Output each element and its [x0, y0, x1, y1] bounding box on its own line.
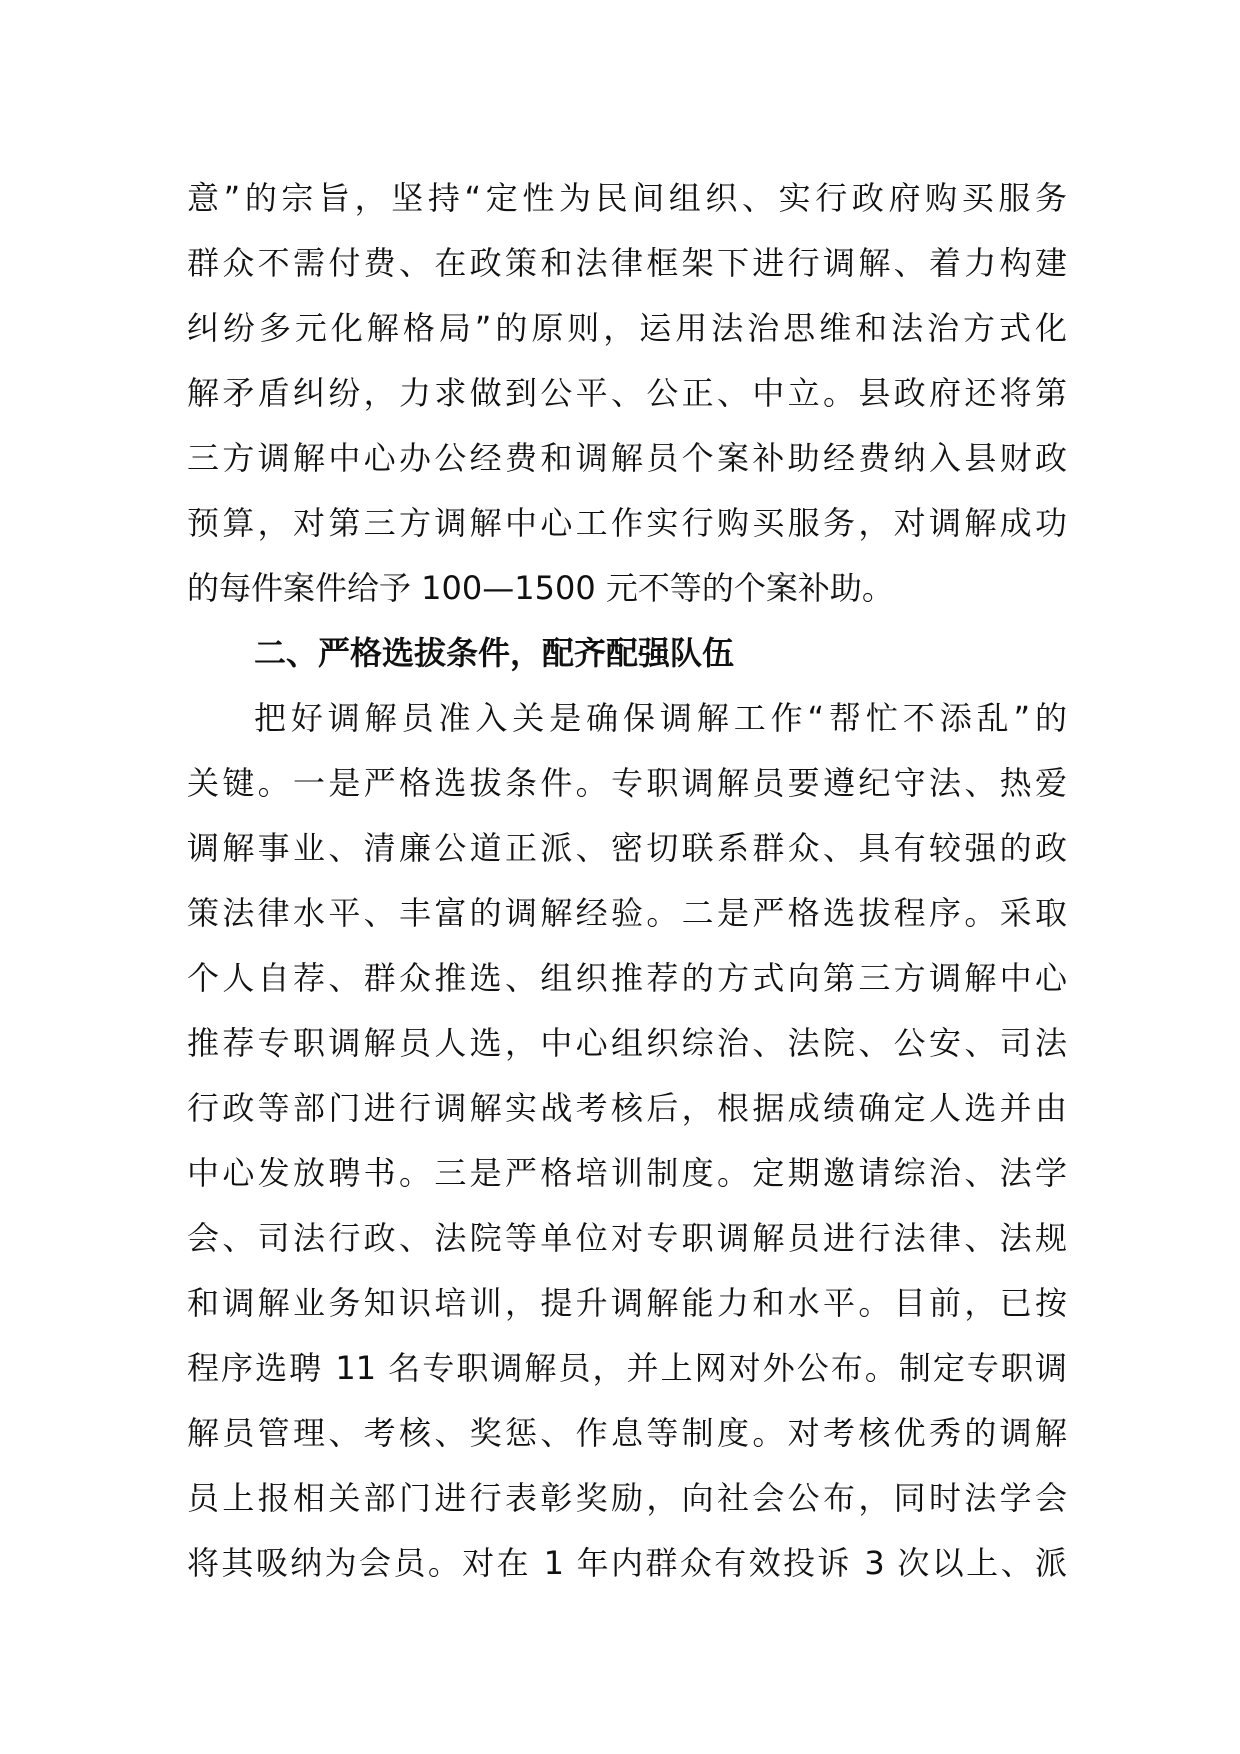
paragraph-line: 三方调解中心办公经费和调解员个案补助经费纳入县财政 — [187, 439, 1067, 477]
paragraph-line: 调解事业、清廉公道正派、密切联系群众、具有较强的政 — [187, 829, 1067, 867]
paragraph-line: 员上报相关部门进行表彰奖励，向社会公布，同时法学会 — [187, 1479, 1067, 1517]
paragraph-line: 意”的宗旨，坚持“定性为民间组织、实行政府购买服务 — [187, 179, 1067, 217]
paragraph-line: 和调解业务知识培训，提升调解能力和水平。目前，已按 — [187, 1284, 1067, 1322]
paragraph-line: 群众不需付费、在政策和法律框架下进行调解、着力构建 — [187, 244, 1067, 282]
paragraph-line: 中心发放聘书。三是严格培训制度。定期邀请综治、法学 — [187, 1154, 1067, 1192]
paragraph-line: 把好调解员准入关是确保调解工作“帮忙不添乱”的 — [254, 699, 1067, 737]
paragraph-line: 个人自荐、群众推选、组织推荐的方式向第三方调解中心 — [187, 959, 1067, 997]
paragraph-line: 将其吸纳为会员。对在 1 年内群众有效投诉 3 次以上、派 — [187, 1544, 1067, 1582]
paragraph-line: 关键。一是严格选拔条件。专职调解员要遵纪守法、热爱 — [187, 764, 1067, 802]
paragraph-line: 会、司法行政、法院等单位对专职调解员进行法律、法规 — [187, 1219, 1067, 1257]
paragraph-line: 程序选聘 11 名专职调解员，并上网对外公布。制定专职调 — [187, 1349, 1067, 1387]
paragraph-line: 行政等部门进行调解实战考核后，根据成绩确定人选并由 — [187, 1089, 1067, 1127]
paragraph-line: 推荐专职调解员人选，中心组织综治、法院、公安、司法 — [187, 1024, 1067, 1062]
paragraph-line: 预算，对第三方调解中心工作实行购买服务，对调解成功 — [187, 504, 1067, 542]
paragraph-line: 的每件案件给予 100—1500 元不等的个案补助。 — [187, 569, 894, 607]
paragraph-line: 解员管理、考核、奖惩、作息等制度。对考核优秀的调解 — [187, 1414, 1067, 1452]
paragraph-line: 策法律水平、丰富的调解经验。二是严格选拔程序。采取 — [187, 894, 1067, 932]
section-heading: 二、严格选拔条件，配齐配强队伍 — [254, 634, 735, 672]
body-text — [187, 166, 1067, 1596]
paragraph-line: 纠纷多元化解格局”的原则，运用法治思维和法治方式化 — [187, 309, 1067, 347]
paragraph-line: 解矛盾纠纷，力求做到公平、公正、中立。县政府还将第 — [187, 374, 1067, 412]
